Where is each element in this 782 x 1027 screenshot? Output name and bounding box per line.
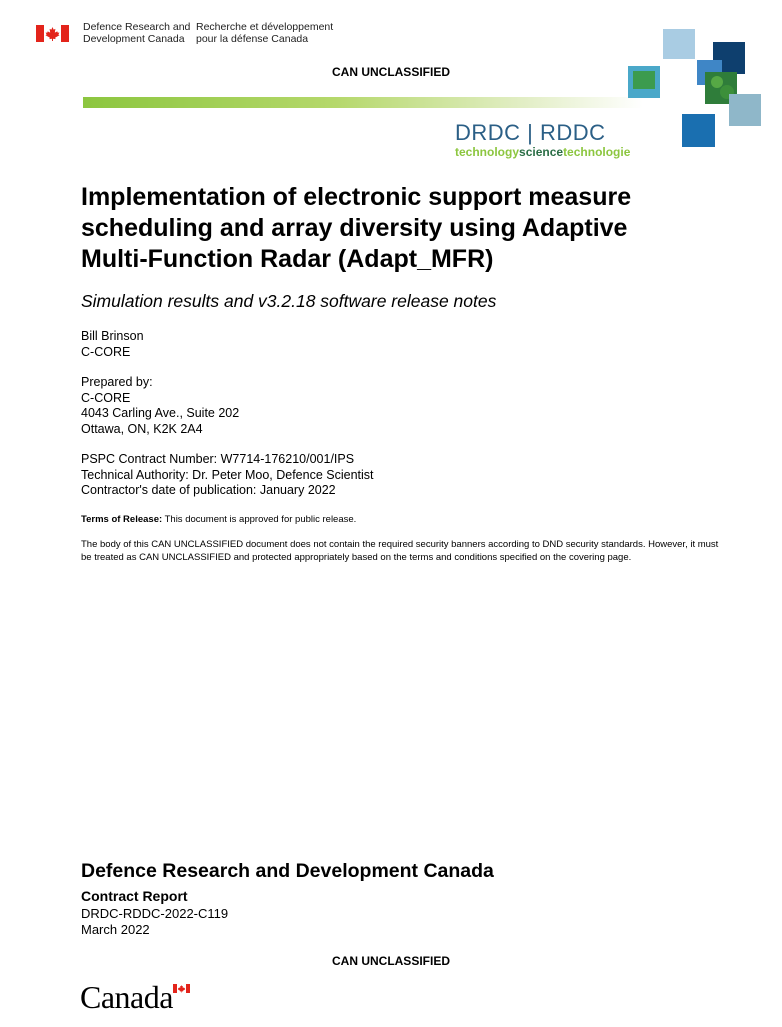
prepared-address-line1: 4043 Carling Ave., Suite 202: [81, 406, 240, 420]
dept-en-line2: Development Canada: [83, 33, 185, 45]
classification-banner-top: CAN UNCLASSIFIED: [331, 65, 450, 79]
classification-banner-bottom: CAN UNCLASSIFIED: [331, 954, 450, 968]
tagline-technologie: technologie: [563, 145, 631, 159]
contract-number: PSPC Contract Number: W7714-176210/001/IPS: [81, 452, 355, 466]
department-name-english: [83, 21, 190, 45]
prepared-by-label: Prepared by:: [81, 375, 153, 389]
report-type: Contract Report: [81, 888, 188, 904]
canada-flag-icon: [36, 25, 69, 42]
dept-fr-line2: pour la défense Canada: [196, 33, 309, 45]
contract-block: [81, 452, 374, 499]
author-organization: C-CORE: [81, 344, 131, 359]
report-date: March 2022: [81, 922, 150, 937]
organization-name: Defence Research and Development Canada: [81, 860, 494, 882]
tagline-science: science: [519, 145, 564, 159]
canada-wordmark: Canada: [80, 979, 173, 1015]
technical-authority: Technical Authority: Dr. Peter Moo, Defence Scientist: [81, 467, 374, 482]
tagline-technology: technology: [455, 145, 520, 159]
report-number: DRDC-RDDC-2022-C119: [81, 906, 229, 921]
dept-fr-line1: Recherche et développement: [196, 21, 334, 33]
terms-text: This document is approved for public release.: [162, 514, 357, 525]
document-subtitle: Simulation results and v3.2.18 software release notes: [81, 291, 497, 311]
publication-date: Contractor's date of publication: January 2022: [81, 483, 336, 497]
department-name-french: [196, 21, 333, 45]
drdc-logo-tagline: [455, 145, 630, 159]
prepared-address-line2: Ottawa, ON, K2K 2A4: [81, 421, 203, 436]
wordmark-flag-icon: [173, 984, 190, 993]
drdc-logo-name: DRDC | RDDC: [455, 120, 606, 145]
prepared-organization: C-CORE: [81, 390, 131, 405]
terms-label: Terms of Release:: [81, 514, 163, 525]
dept-en-line1: Defence Research and: [83, 21, 191, 33]
author-block: [81, 329, 144, 360]
terms-of-release: [81, 514, 356, 525]
header-gradient-bar: [83, 97, 643, 108]
document-title: Implementation of electronic support measure scheduling and array diversity using Adaptive Multi-Function Radar (Adapt_MFR): [81, 183, 632, 273]
drdc-decorative-squares: [625, 26, 765, 151]
prepared-by-block: [81, 375, 239, 437]
security-notice: The body of this CAN UNCLASSIFIED document does not contain the required security banners according to DND security standards. However, it must be treated as CAN UNCLASSIFIED and protected appropriately based on the terms and conditions specified on the covering page.: [81, 539, 719, 563]
author-name: Bill Brinson: [81, 329, 144, 343]
